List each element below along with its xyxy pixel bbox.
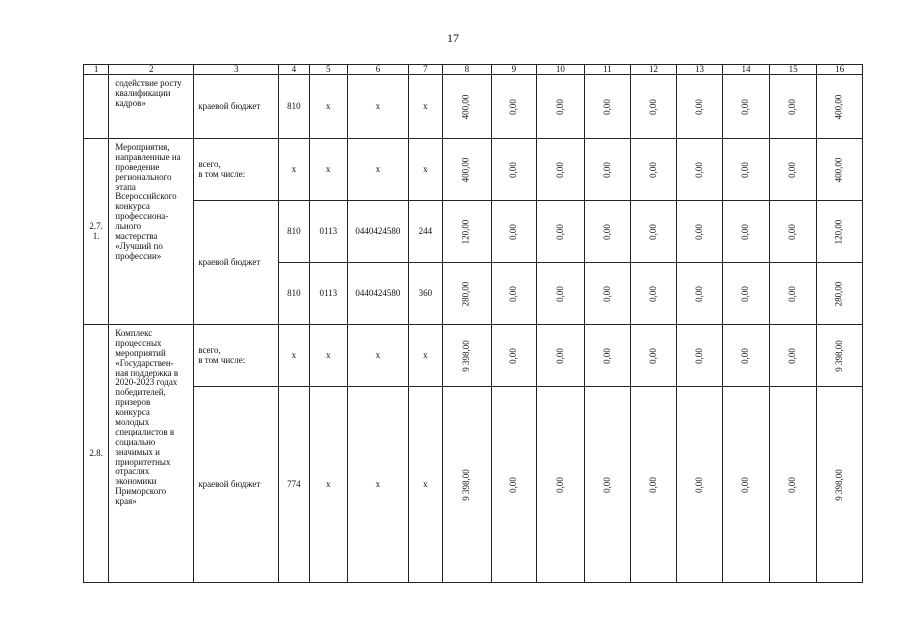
column-number-cell: 10 [537,65,585,75]
code-cell: x [279,139,309,201]
vertical-value: 0,00 [647,285,658,302]
vertical-value: 0,00 [787,476,798,493]
code-cell: x [408,75,442,139]
code-cell: 810 [279,201,309,263]
code-cell: x [309,75,347,139]
description-cell: Комплекс процессных мероприятий «Государствен- ная поддержка в 2020-2023 годах победителей, призеров конкурса молодых специалистов в социально значимых и приоритетных отраслях экономики Приморского края» [109,325,194,583]
amount-cell [723,139,770,201]
column-number-cell: 9 [491,65,537,75]
vertical-value: 0,00 [693,476,704,493]
code-cell: x [348,325,409,387]
amount-cell [537,139,585,201]
vertical-value: 0,00 [601,223,612,240]
amount-cell [443,75,492,139]
column-number-cell: 1 [84,65,109,75]
column-number-cell: 5 [309,65,347,75]
vertical-value: 0,00 [554,285,565,302]
vertical-value: 0,00 [507,285,518,302]
description-cell: содействие росту квалификации кадров» [109,75,194,139]
funding-source-cell: краевой бюджет [194,201,279,325]
amount-cell [817,75,863,139]
column-number-cell: 11 [584,65,631,75]
amount-cell [676,201,723,263]
vertical-value: 0,00 [787,285,798,302]
column-number-cell: 14 [723,65,770,75]
vertical-value: 0,00 [693,161,704,178]
column-number-cell: 3 [194,65,279,75]
budget-table [83,64,863,583]
vertical-value: 0,00 [507,476,518,493]
column-number-cell: 15 [769,65,817,75]
amount-cell [769,325,817,387]
amount-cell [584,201,631,263]
amount-cell [769,263,817,325]
code-cell: 0113 [309,263,347,325]
column-number-cell: 12 [631,65,677,75]
vertical-value: 0,00 [787,161,798,178]
amount-cell [723,325,770,387]
vertical-value: 0,00 [554,223,565,240]
vertical-value: 0,00 [647,347,658,364]
amount-cell [676,263,723,325]
amount-cell [723,75,770,139]
index-cell [84,75,109,139]
amount-cell [631,201,677,263]
amount-cell [584,263,631,325]
amount-cell [443,139,492,201]
amount-cell [817,263,863,325]
amount-cell [491,75,537,139]
amount-cell [817,139,863,201]
vertical-value: 280,00 [833,281,844,306]
amount-cell [769,75,817,139]
table-row [84,387,863,583]
amount-cell [443,325,492,387]
amount-cell [584,139,631,201]
header-row [84,65,863,75]
amount-cell [723,201,770,263]
code-cell: 810 [279,263,309,325]
vertical-value: 0,00 [601,285,612,302]
amount-cell [631,263,677,325]
amount-cell [443,387,492,583]
amount-cell [443,201,492,263]
funding-source-cell: всего, в том числе: [194,139,279,201]
column-number-cell: 16 [817,65,863,75]
table-row [84,139,863,201]
vertical-value: 0,00 [554,347,565,364]
amount-cell [769,201,817,263]
description-cell: Мероприятия, направленные на проведение регионального этапа Всероссийского конкурса профессиона- льного мастерства «Лучший по профессии» [109,139,194,325]
vertical-value: 0,00 [554,476,565,493]
column-number-cell: 4 [279,65,309,75]
vertical-value: 0,00 [647,476,658,493]
amount-cell [443,263,492,325]
column-number-cell: 2 [109,65,194,75]
code-cell: 810 [279,75,309,139]
vertical-value: 0,00 [693,223,704,240]
code-cell: 774 [279,387,309,583]
vertical-value: 280,00 [460,281,471,306]
index-cell: 2.8. [84,325,109,583]
vertical-value: 9 398,00 [833,339,844,372]
amount-cell [584,387,631,583]
amount-cell [631,139,677,201]
vertical-value: 0,00 [601,98,612,115]
amount-cell [491,387,537,583]
vertical-value: 0,00 [647,98,658,115]
vertical-value: 0,00 [787,347,798,364]
vertical-value: 0,00 [507,98,518,115]
code-cell: x [408,139,442,201]
table-row [84,325,863,387]
vertical-value: 0,00 [740,347,751,364]
vertical-value: 0,00 [507,347,518,364]
vertical-value: 0,00 [740,285,751,302]
column-number-cell: 6 [348,65,409,75]
amount-cell [817,201,863,263]
table-row [84,75,863,139]
funding-source-cell: всего, в том числе: [194,325,279,387]
table-row [84,201,863,263]
amount-cell [631,325,677,387]
index-cell: 2.7. 1. [84,139,109,325]
vertical-value: 0,00 [740,161,751,178]
amount-cell [676,139,723,201]
amount-cell [537,201,585,263]
vertical-value: 0,00 [507,223,518,240]
amount-cell [537,325,585,387]
amount-cell [584,325,631,387]
code-cell: x [408,387,442,583]
vertical-value: 120,00 [460,219,471,244]
code-cell: 0440424580 [348,201,409,263]
vertical-value: 0,00 [693,347,704,364]
code-cell: x [348,75,409,139]
vertical-value: 0,00 [740,223,751,240]
column-number-cell: 8 [443,65,492,75]
vertical-value: 0,00 [601,476,612,493]
code-cell: x [279,325,309,387]
amount-cell [769,387,817,583]
funding-source-cell: краевой бюджет [194,387,279,583]
amount-cell [491,139,537,201]
amount-cell [631,75,677,139]
amount-cell [584,75,631,139]
vertical-value: 0,00 [601,161,612,178]
amount-cell [537,263,585,325]
vertical-value: 0,00 [740,476,751,493]
amount-cell [817,325,863,387]
code-cell: 0113 [309,201,347,263]
code-cell: x [408,325,442,387]
vertical-value: 9 398,00 [460,339,471,372]
code-cell: x [348,387,409,583]
vertical-value: 0,00 [554,161,565,178]
vertical-value: 400,00 [833,157,844,182]
vertical-value: 0,00 [740,98,751,115]
vertical-value: 0,00 [554,98,565,115]
amount-cell [676,387,723,583]
amount-cell [537,75,585,139]
page-number: 17 [447,31,459,45]
vertical-value: 0,00 [693,285,704,302]
vertical-value: 0,00 [507,161,518,178]
vertical-value: 0,00 [787,98,798,115]
vertical-value: 0,00 [787,223,798,240]
vertical-value: 0,00 [647,161,658,178]
column-number-cell: 13 [676,65,723,75]
vertical-value: 0,00 [693,98,704,115]
amount-cell [631,387,677,583]
amount-cell [676,325,723,387]
vertical-value: 9 398,00 [460,468,471,501]
code-cell: x [309,387,347,583]
vertical-value: 400,00 [460,94,471,119]
code-cell: 0440424580 [348,263,409,325]
amount-cell [491,201,537,263]
amount-cell [723,387,770,583]
funding-source-cell: краевой бюджет [194,75,279,139]
code-cell: 244 [408,201,442,263]
amount-cell [817,387,863,583]
vertical-value: 0,00 [601,347,612,364]
amount-cell [723,263,770,325]
column-number-cell: 7 [408,65,442,75]
code-cell: 360 [408,263,442,325]
amount-cell [491,263,537,325]
vertical-value: 400,00 [460,157,471,182]
amount-cell [676,75,723,139]
amount-cell [769,139,817,201]
code-cell: x [348,139,409,201]
vertical-value: 9 398,00 [833,468,844,501]
vertical-value: 0,00 [647,223,658,240]
vertical-value: 120,00 [833,219,844,244]
code-cell: x [309,325,347,387]
amount-cell [537,387,585,583]
vertical-value: 400,00 [833,94,844,119]
amount-cell [491,325,537,387]
code-cell: x [309,139,347,201]
